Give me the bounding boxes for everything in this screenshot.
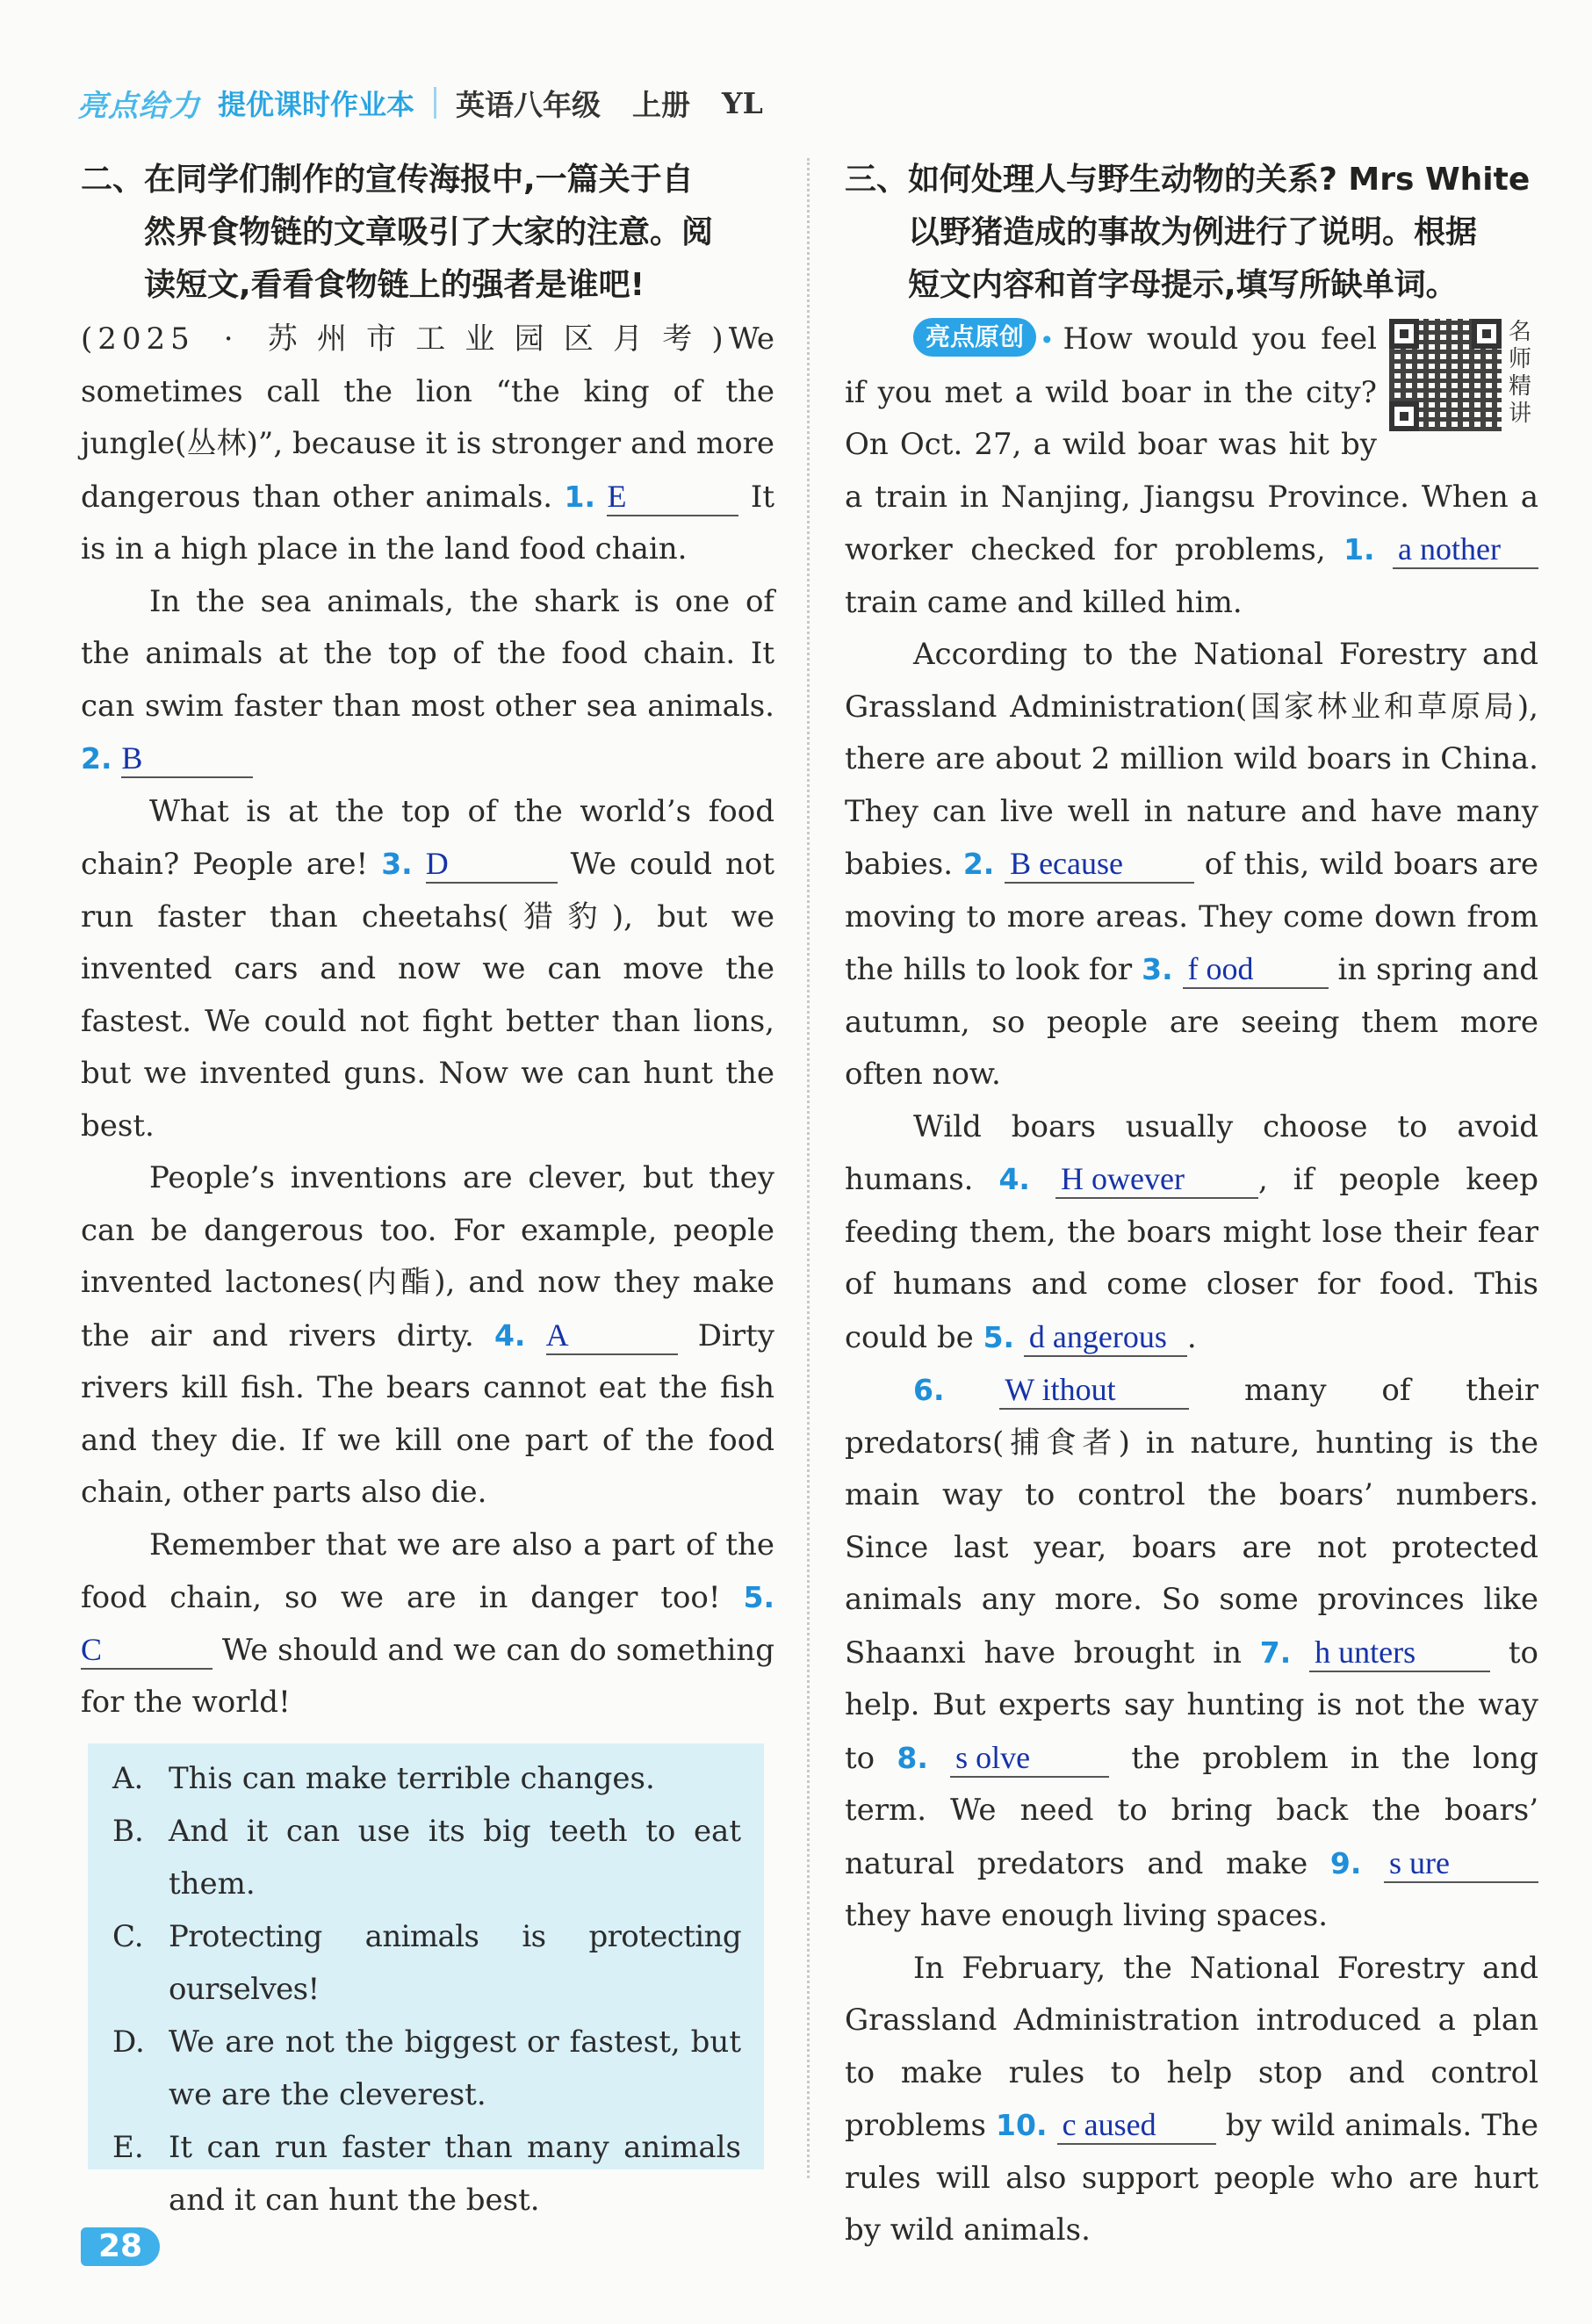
answer-blank[interactable]: A (546, 1317, 678, 1355)
answer-blank[interactable]: H owever (1055, 1161, 1258, 1199)
qr-code-block[interactable] (1389, 319, 1538, 431)
blank-number: 6. (913, 1373, 945, 1407)
section-two-title: 二、在同学们制作的宣传海报中,一篇关于自 然界食物链的文章吸引了大家的注意。阅 读短文,看看食物链上的强者是谁吧! (81, 162, 714, 303)
passage-paragraph: What is at the top of the world’s food chain? People are! 3. D We could not run faster than cheetahs(猎豹), but we invented cars and now we can move the fastest. We could not fight better than lions, but we invented guns. Now we can hunt the best. (81, 793, 775, 1144)
answer-blank[interactable]: B ecause (1005, 846, 1194, 884)
blank-number: 8. (897, 1740, 928, 1775)
passage-paragraph: In February, the National Forestry and Grassland Administration introduced a plan to make rules to help stop and control problems 10. c aused by wild animals. The rules will also support people who are hurt by wild animals. (845, 1950, 1538, 2248)
book-edition: YL (722, 85, 763, 120)
blank-number: 7. (1259, 1635, 1292, 1670)
blank-number: 5. (743, 1580, 774, 1614)
answer-blank[interactable]: h unters (1309, 1635, 1490, 1672)
passage-paragraph: Remember that we are also a part of the food chain, so we are in danger too! 5. C We should and we can do something for the world! (81, 1526, 774, 1720)
book-title: 英语八年级 (456, 87, 602, 122)
blank-number: 4. (493, 1317, 526, 1353)
left-column (81, 154, 774, 1729)
passage-paragraph: 名师精讲 亮点原创 • How would you feel if you met a wild boar in the city? On Oct. 27, a wild boar was hit by a train in Nanjing, Jiangsu Province. When a worker checked for problems, 1. a nother train came and killed him. (845, 319, 1538, 620)
blank-number: 2. (962, 847, 995, 881)
option-item: A. This can make terrible changes. (112, 1761, 655, 1796)
blank-number: 1. (1343, 532, 1375, 567)
qr-code-icon[interactable] (1389, 319, 1502, 431)
passage-paragraph: People’s inventions are clever, but they can be dangerous too. For example, people invented lactones(内酯), and now they make the air and rivers dirty. 4. A Dirty rivers kill fish. The bears cannot eat the fish and they die. If we kill one part of the food chain, other parts also die. (81, 1160, 774, 1510)
passage-paragraph: Wild boars usually choose to avoid humans. 4. H owever , if people keep feeding them, the boars might lose their fear of humans and come closer for food. This could be 5. d angerous . (845, 1108, 1538, 1355)
answer-blank[interactable]: c aused (1057, 2107, 1216, 2145)
blank-number: 2. (81, 741, 112, 776)
answer-blank[interactable]: f ood (1183, 951, 1329, 989)
option-item: E. It can run faster than many animals and it can hunt the best. (112, 2130, 741, 2218)
blank-number: 10. (996, 2108, 1048, 2142)
brand-logo: 亮点给力 (77, 88, 200, 124)
right-column (845, 154, 1538, 2257)
blank-number: 4. (998, 1162, 1030, 1196)
source-note: (2025 · 苏州市工业园区月考) (81, 321, 729, 357)
header-divider (434, 87, 436, 119)
answer-blank[interactable]: d angerous (1024, 1319, 1187, 1357)
options-box (88, 1743, 764, 2218)
blank-number: 1. (564, 479, 595, 514)
section-three-title: 三、如何处理人与野生动物的关系? Mrs White 以野猪造成的事故为例进行了说明。根据 短文内容和首字母提示,填写所缺单词。 (845, 162, 1531, 303)
answer-blank[interactable]: s ure (1384, 1845, 1538, 1883)
answer-blank[interactable]: D (426, 846, 558, 884)
answer-blank[interactable]: s olve (950, 1740, 1109, 1778)
passage-paragraph: 6. W ithout many of their predators(捕食者) in nature, hunting is the main way to control the boars’ numbers. Since last year, boars are not protected animals any more. So some provinces like Shaanxi have brought in 7. h unters to help. But experts say hunting is not the way to 8. s olve the problem in the long term. We need to bring back the boars’ natural predators and make 9. s ure they have enough living spaces. (845, 1372, 1539, 1933)
qr-label: 名师精讲 (1509, 319, 1532, 427)
answer-blank[interactable]: C (81, 1632, 213, 1670)
blank-number: 3. (381, 847, 413, 881)
column-divider (807, 158, 810, 2178)
option-item: D. We are not the biggest or fastest, but we are the cleverest. (112, 2024, 741, 2112)
series-title: 提优课时作业本 (218, 88, 415, 121)
option-item: B. And it can use its big teeth to eat them. (112, 1814, 741, 1902)
tag-dot-icon: • (1040, 326, 1055, 355)
passage-paragraph: According to the National Forestry and Grassland Administration(国家林业和草原局), there are about 2 million wild boars in China. They can live well in nature and have many babies. 2. B ecause of this, wild boars are moving to more areas. They come down from the hills to look for 3. f ood in spring and autumn, so people are seeing them more often now. (845, 637, 1539, 1092)
answer-blank[interactable]: a nother (1393, 531, 1538, 569)
passage-paragraph: (2025 · 苏州市工业园区月考)We sometimes call the lion “the king of the jungle(丛林)”, because it is stronger and more dangerous than other animals. 1. E It is in a high place in the land food chain. (81, 321, 774, 567)
page-number: 28 (81, 2227, 160, 2266)
blank-number: 9. (1329, 1845, 1362, 1880)
passage-paragraph: In the sea animals, the shark is one of the animals at the top of the food chain. It can swim faster than most other sea animals. 2. B (81, 576, 774, 786)
answer-blank[interactable]: W ithout (999, 1372, 1189, 1410)
blank-number: 5. (983, 1319, 1015, 1354)
blank-number: 3. (1142, 952, 1173, 986)
original-tag: 亮点原创 (913, 318, 1036, 357)
answer-blank[interactable]: B (121, 740, 253, 778)
page-header (77, 77, 763, 128)
option-item: C. Protecting animals is protecting ourselves! (112, 1919, 741, 2007)
answer-blank[interactable]: E (607, 479, 738, 516)
book-volume: 上册 (632, 87, 691, 122)
